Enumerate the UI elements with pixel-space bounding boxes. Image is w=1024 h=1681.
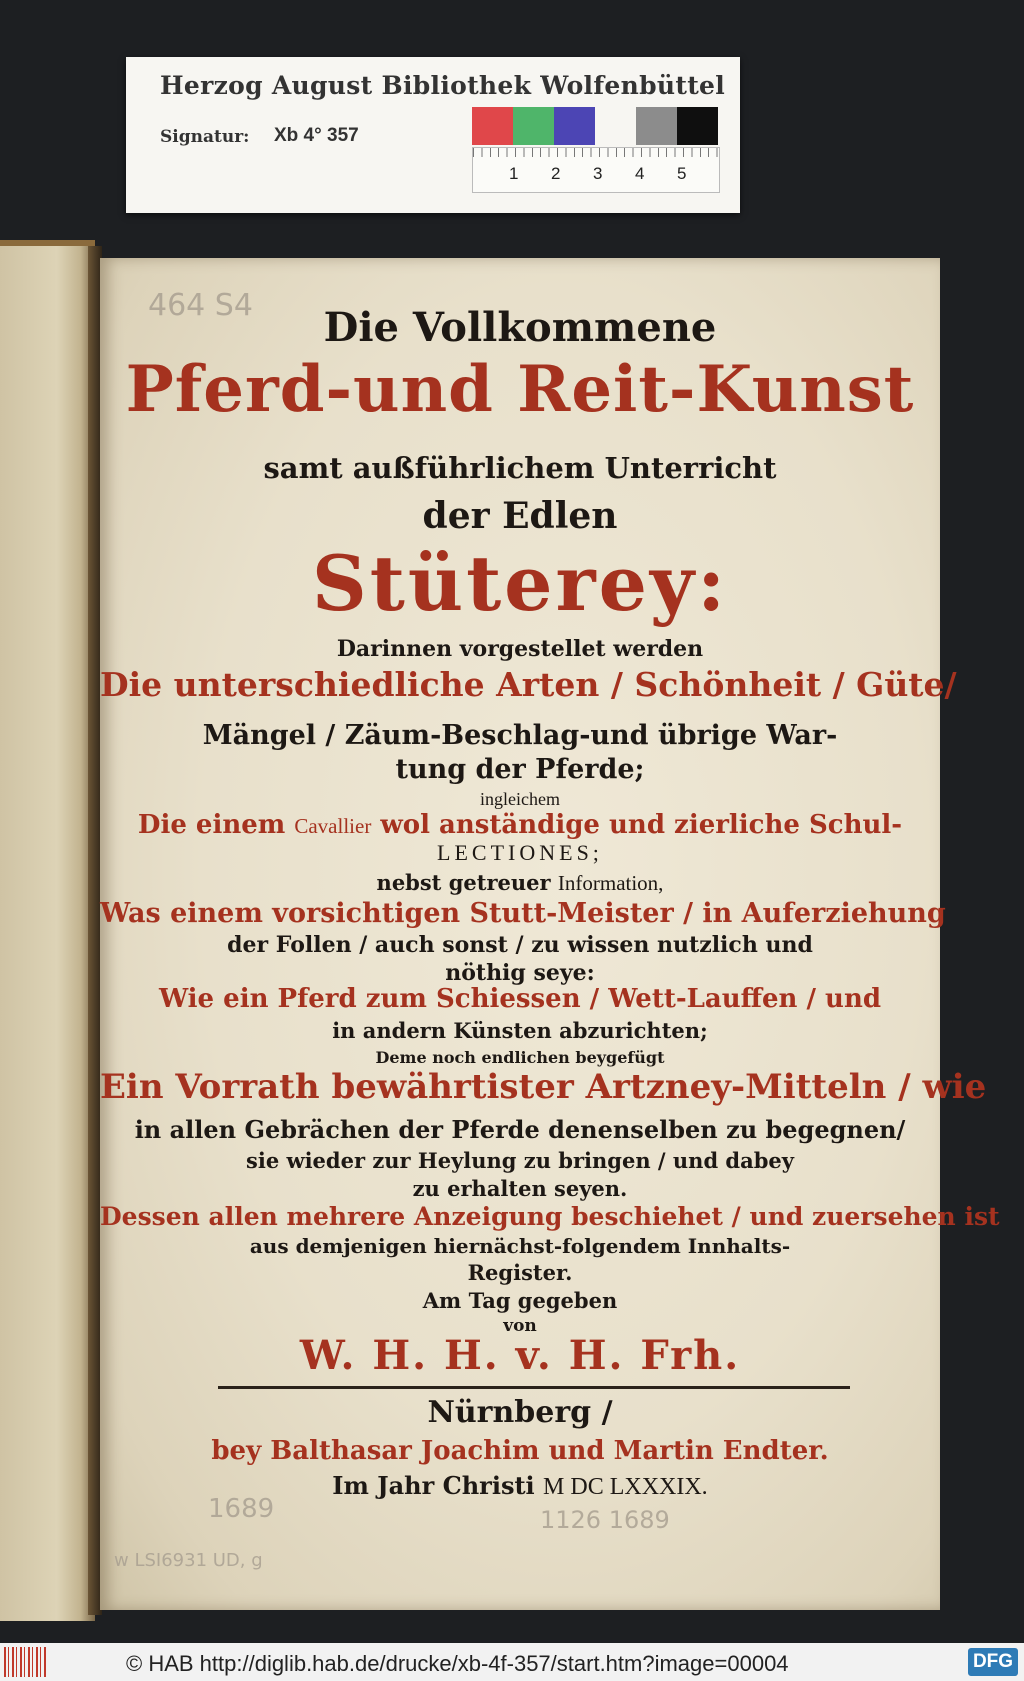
footer-bar [0,1643,1024,1681]
scale-ruler [472,147,720,193]
swatch-white [595,107,636,145]
swatch-black [677,107,718,145]
ruler-number: 1 [509,164,519,183]
swatch-green [513,107,554,145]
title-line: LECTIONES; [437,840,603,865]
ruler-number: 2 [551,164,561,183]
title-line: von [503,1316,537,1336]
pencil-annotation-bottom: w LSI6931 UD, g [114,1550,263,1571]
imprint-place: Nürnberg / [427,1395,613,1430]
signature-value: Xb 4° 357 [274,125,359,146]
library-name: Herzog August Bibliothek Wolfenbüttel [160,71,726,100]
title-line: ingleichem [480,789,560,809]
title-line: in allen Gebrächen der Pferde denenselben zu begegnen/ [134,1115,906,1144]
title-line: Deme noch endlichen beygefügt [375,1048,665,1067]
title-line: Die unterschiedliche Arten / Schönheit / Güte/ [100,665,957,704]
swatch-red [472,107,513,145]
title-line: in andern Künsten abzurichten; [332,1018,708,1043]
library-label-card [126,57,740,213]
title-line: Darinnen vorgestellet werden [336,636,704,662]
imprint-publisher: bey Balthasar Joachim und Martin Endter. [211,1436,829,1466]
separator-rule [218,1386,850,1389]
swatch-gray [636,107,677,145]
title-line: Wie ein Pferd zum Schiessen / Wett-Lauffen / und [158,984,882,1014]
title-line: Mängel / Zäum-Beschlag-und übrige War- [202,720,838,751]
title-line: Die Vollkommene [323,304,717,351]
title-span: M DC LXXXIX. [543,1474,708,1500]
book-cover [0,240,95,1621]
title-line: tung der Pferde; [395,754,645,785]
title-main: Pferd-und Reit-Kunst [125,352,915,427]
title-page [100,258,1000,1610]
footer-url[interactable]: © HAB http://diglib.hab.de/drucke/xb-4f-357/start.htm?image=00004 [126,1651,789,1676]
title-span: nebst getreuer [376,870,558,895]
title-line: nöthig seye: [445,960,595,986]
dfg-logo: DFG [968,1648,1018,1676]
title-span: Im Jahr Christi [332,1471,544,1500]
author-initials: W. H. H. v. H. Frh. [299,1332,741,1379]
title-line: Am Tag gegeben [422,1288,618,1313]
ruler-number: 3 [593,164,603,183]
title-line: der Follen / auch sonst / zu wissen nutzlich und [227,932,813,958]
title-span: Information, [557,871,664,895]
title-line: Ein Vorrath bewährtister Artzney-Mitteln / wie [100,1067,987,1107]
title-line: Dessen allen mehrere Anzeigung beschiehet / und zuersehen ist [100,1202,1000,1231]
swatch-blue [554,107,595,145]
signature-label: Signatur: [160,127,250,147]
pencil-annotation-top: 464 S4 [148,288,253,323]
title-line: zu erhalten seyen. [412,1176,628,1201]
title-line-cavallier [100,812,940,838]
title-line: sie wieder zur Heylung zu bringen / und dabey [246,1148,794,1173]
ruler-number: 4 [635,164,645,183]
hab-logo-icon [4,1647,48,1677]
ruler-number: 5 [677,164,687,183]
title-line: der Edlen [422,495,618,537]
pencil-annotation-year: 1689 [208,1494,275,1524]
title-line: Was einem vorsichtigen Stutt-Meister / in Auferziehung [100,898,946,929]
color-calibration-bar [472,107,718,145]
title-line: Register. [467,1260,573,1285]
title-span: Die einem [137,810,295,840]
title-stuterey: Stüterey: [311,539,729,628]
title-span: wol anständige und zierliche Schul- [371,810,903,840]
title-line-information [100,872,940,894]
title-span: Cavallier [294,814,372,838]
title-line: aus demjenigen hiernächst-folgendem Innhalts- [249,1234,791,1258]
pencil-annotation-shelf: 1126 1689 [540,1506,670,1534]
title-line: samt außführlichem Unterricht [263,451,777,485]
